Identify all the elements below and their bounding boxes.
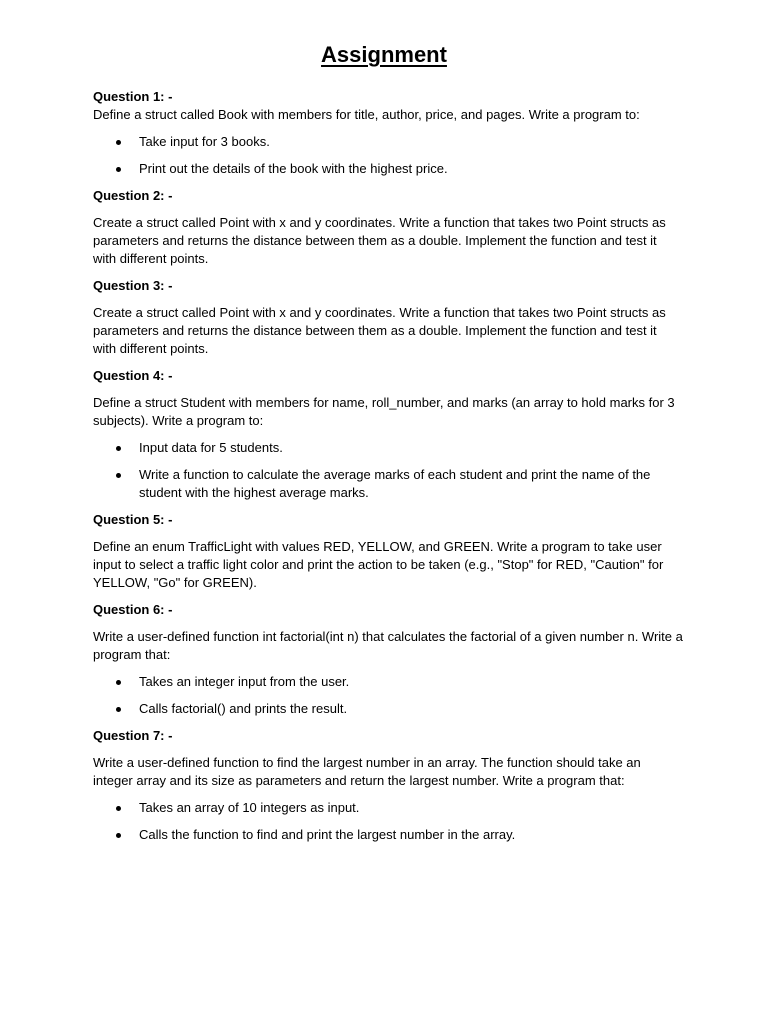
question-4-list <box>93 439 683 502</box>
question-7-bullet-2: Calls the function to find and print the largest number in the array. <box>93 826 683 844</box>
question-7-text: Write a user-defined function to find the largest number in an array. The function should take an integer array and its size as parameters and return the largest number. Write a program that: <box>93 755 641 788</box>
question-6-heading: Question 6: - <box>93 602 173 617</box>
question-5-heading: Question 5: - <box>93 512 173 527</box>
question-6-bullet-2: Calls factorial() and prints the result. <box>93 700 683 718</box>
question-4-text: Define a struct Student with members for name, roll_number, and marks (an array to hold marks for 3 subjects). Write a program to: <box>93 395 675 428</box>
question-6-bullet-1: Takes an integer input from the user. <box>93 673 683 691</box>
question-4-bullet-2: Write a function to calculate the average marks of each student and print the name of the student with the highest average marks. <box>93 466 683 502</box>
question-6-text: Write a user-defined function int factorial(int n) that calculates the factorial of a given number n. Write a program that: <box>93 629 683 662</box>
question-1-heading: Question 1: - <box>93 89 173 104</box>
question-6-list <box>93 673 683 718</box>
question-4-bullet-1: Input data for 5 students. <box>93 439 683 457</box>
question-3-heading: Question 3: - <box>93 278 173 293</box>
question-5-text: Define an enum TrafficLight with values RED, YELLOW, and GREEN. Write a program to take user input to select a traffic light color and print the action to be taken (e.g., "Stop" for RED, "Caution" for YELLOW, "Go" for GREEN). <box>93 539 664 590</box>
question-1-list <box>93 133 683 178</box>
question-1-bullet-2: Print out the details of the book with the highest price. <box>93 160 683 178</box>
question-7-list <box>93 799 683 844</box>
question-1-bullet-1: Take input for 3 books. <box>93 133 683 151</box>
question-4-heading: Question 4: - <box>93 368 173 383</box>
document-title: Assignment <box>321 42 447 67</box>
question-1-text: Define a struct called Book with members for title, author, price, and pages. Write a program to: <box>93 107 640 122</box>
question-7-bullet-1: Takes an array of 10 integers as input. <box>93 799 683 817</box>
document-page <box>93 40 683 853</box>
question-3-text: Create a struct called Point with x and y coordinates. Write a function that takes two Point structs as parameters and returns the distance between them as a double. Implement the function and test it with different points. <box>93 305 666 356</box>
question-2-heading: Question 2: - <box>93 188 173 203</box>
question-7-heading: Question 7: - <box>93 728 173 743</box>
question-2-text: Create a struct called Point with x and y coordinates. Write a function that takes two Point structs as parameters and returns the distance between them as a double. Implement the function and test it with different points. <box>93 215 666 266</box>
